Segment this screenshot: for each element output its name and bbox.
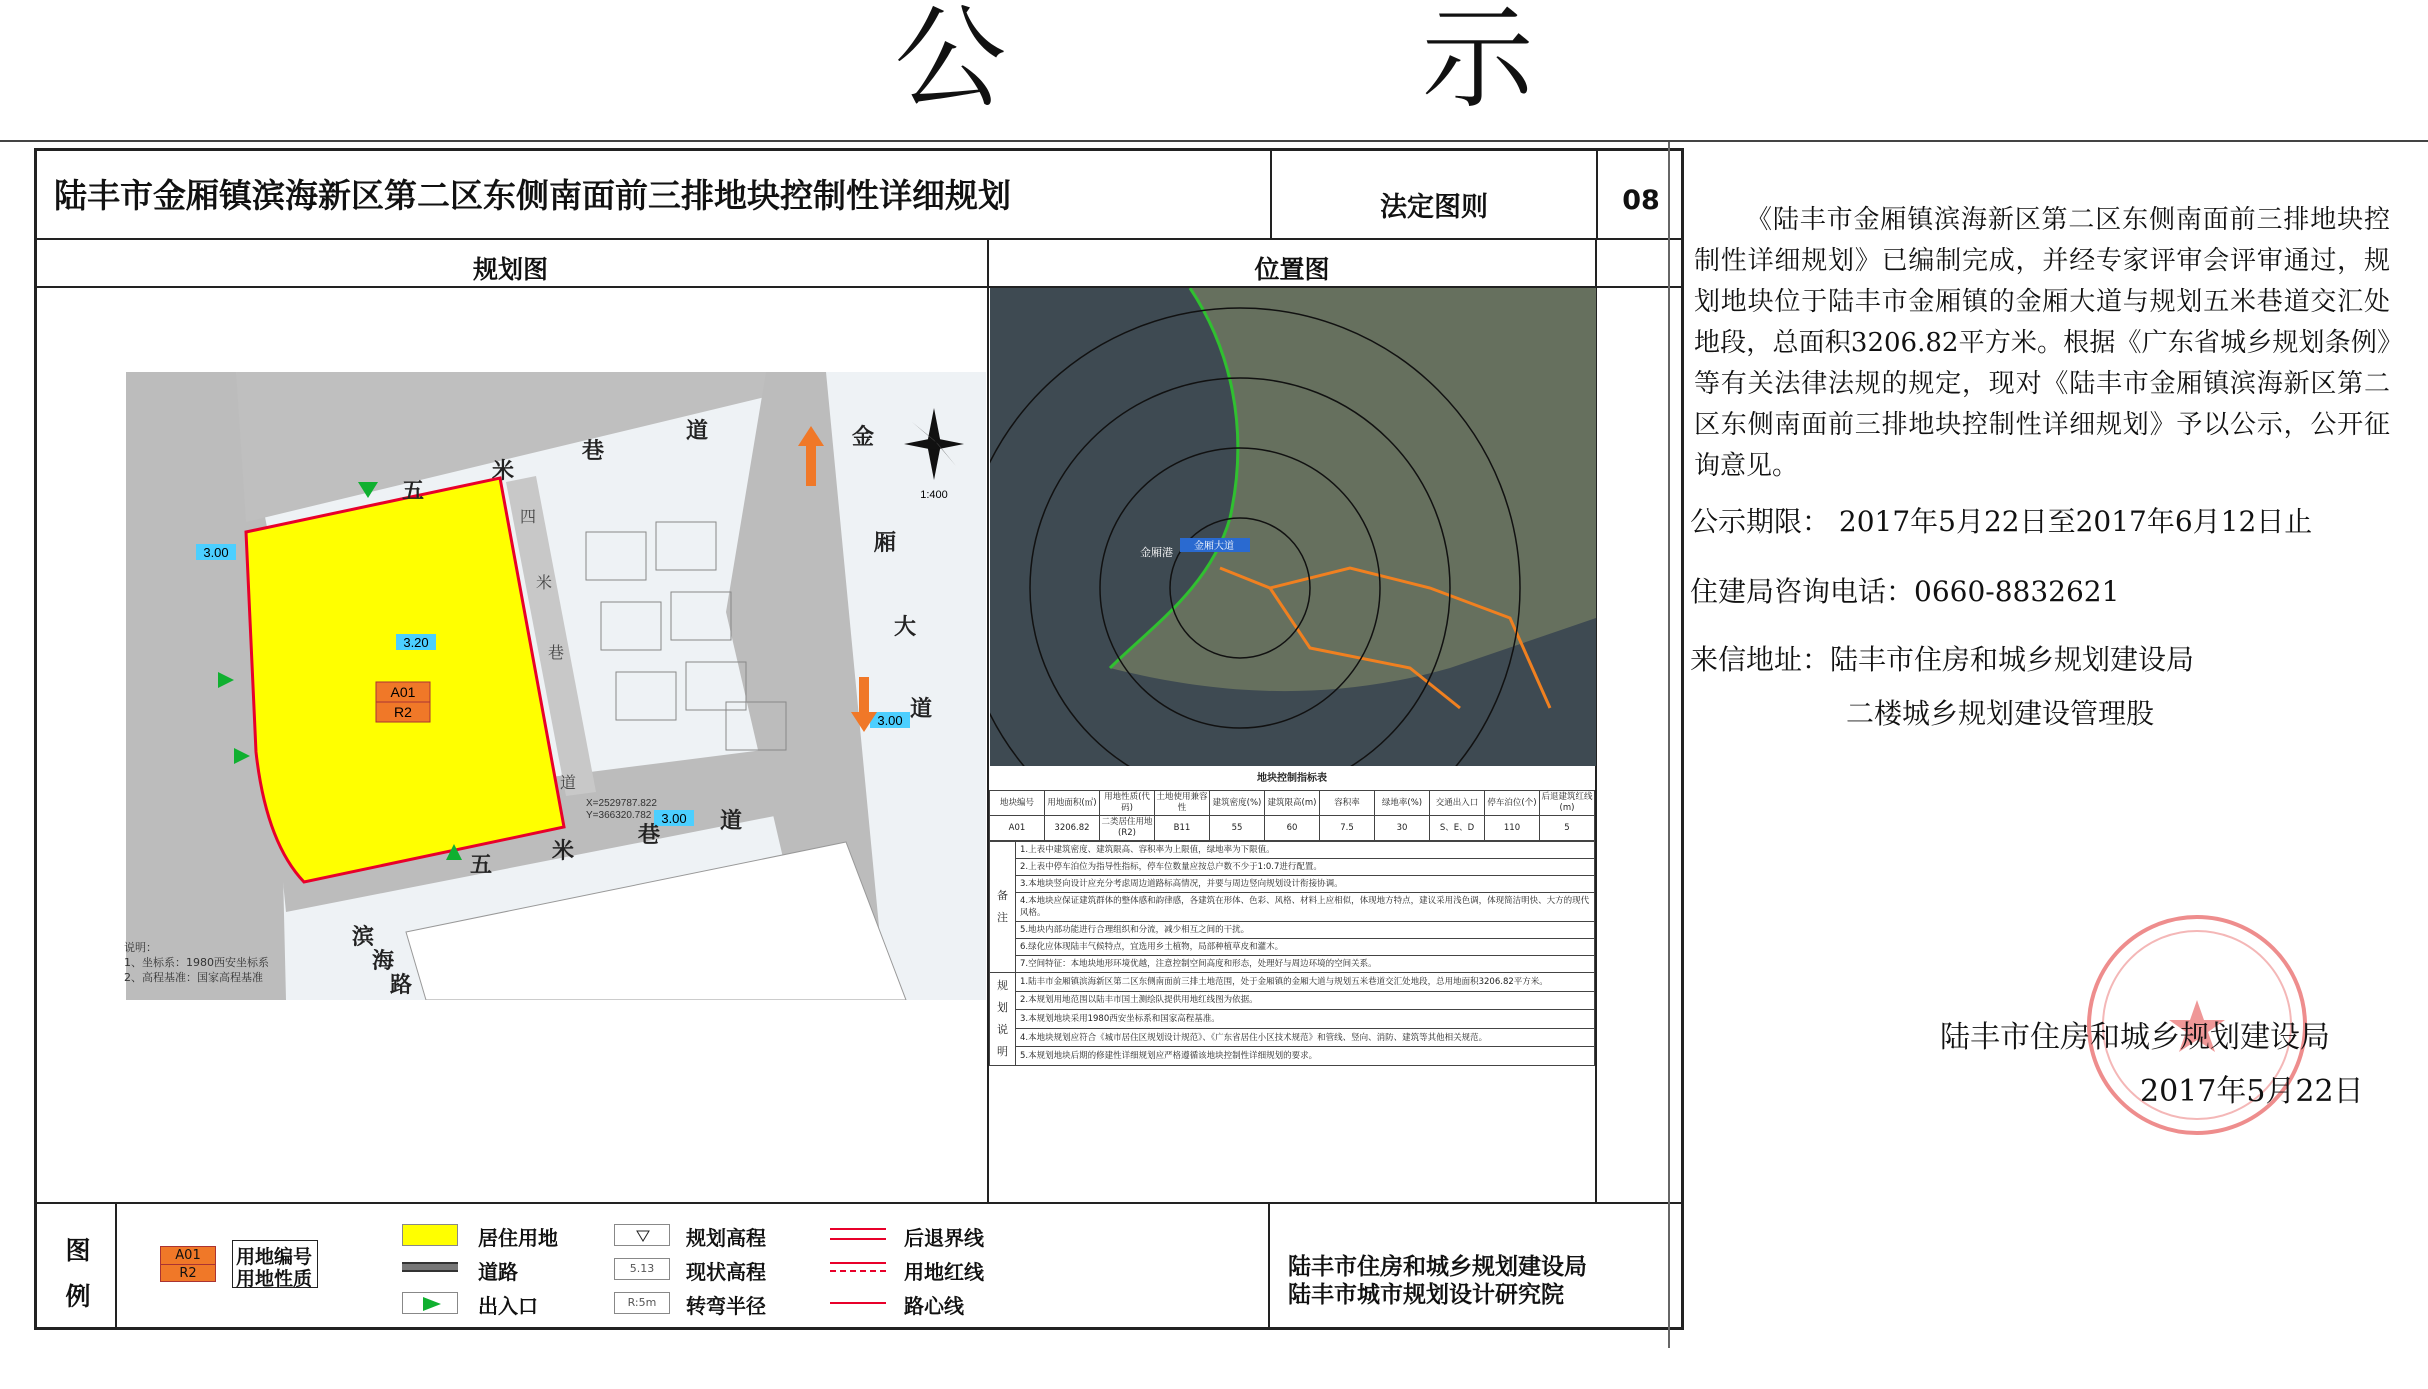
elev-top-left: 3.00 — [203, 545, 229, 560]
remark-item: 7.空间特征：本地块地形环境优越，注意控制空间高度和形态，处理好与周边环境的空间关系。 — [1016, 956, 1595, 973]
road-char-right: 金 — [852, 425, 875, 450]
location-map — [990, 288, 1596, 766]
table-title: 地块控制指标表 — [1257, 773, 1327, 784]
notice-paragraph: 《陆丰市金厢镇滨海新区第二区东侧南面前三排地块控制性详细规划》已编制完成，并经专家评审会评审通过，规划地块位于陆丰市金厢镇的金厢大道与规划五米巷道交汇处地段，总面积3206.82平方米。根据《广东省城乡规划条例》等有关法律法规的规定，现对《陆丰市金厢镇滨海新区第二区东侧南面前三排地块控制性详细规划》予以公示，公开征询意见。 — [1694, 205, 2390, 481]
table-cell: 二类居住用地(R2) — [1100, 816, 1155, 841]
elev-right: 3.00 — [877, 713, 903, 728]
table-cell: 30 — [1375, 816, 1430, 841]
parcel-nature: R2 — [394, 704, 412, 720]
road-char-right: 道 — [910, 697, 933, 722]
remark-item: 1.上表中建筑密度、建筑限高、容积率为上限值，绿地率为下限值。 — [1016, 842, 1595, 859]
sheet-title: 陆丰市金厢镇滨海新区第二区东侧南面前三排地块控制性详细规划 — [54, 176, 1011, 215]
legend-divider — [115, 1204, 117, 1330]
notice-address: 来信地址：陆丰市住房和城乡规划建设局 — [1690, 643, 2195, 676]
table-header-cell: 土地使用兼容性 — [1155, 791, 1210, 816]
legend-turn-radius: 转弯半径 — [686, 1294, 766, 1318]
signature-org: 陆丰市住房和城乡规划建设局 — [1940, 1020, 2330, 1055]
table-header-cell: 建筑密度(%) — [1210, 791, 1265, 816]
parcel-code: A01 — [390, 684, 416, 700]
legend-red-line: 用地红线 — [904, 1260, 984, 1284]
road-char-bottom: 道 — [720, 809, 743, 834]
legend-current-elev: 现状高程 — [686, 1260, 766, 1284]
legend-entrance: 出入口 — [478, 1294, 538, 1318]
road-char-bottom: 米 — [552, 839, 575, 864]
place-label: 金厢大道 — [1194, 541, 1234, 552]
legend-center-line: 路心线 — [904, 1294, 964, 1318]
table-header-cell: 建筑限高(m) — [1265, 791, 1320, 816]
road-char-top: 五 — [402, 479, 425, 504]
remarks-label: 备注 — [990, 842, 1016, 973]
org-name: 陆丰市住房和城乡规划建设局 — [1288, 1254, 1587, 1280]
indicator-table — [989, 790, 1595, 841]
harbor-label: 金厢港 — [1140, 546, 1173, 559]
entrance-arrow-icon — [403, 1293, 459, 1315]
explain-item: 3.本规划地块采用1980西安坐标系和国家高程基准。 — [1016, 1010, 1595, 1029]
legend-code-box — [160, 1246, 216, 1282]
explain-item: 4.本地块规划应符合《城市居住区规划设计规范》、《广东省居住小区技术规范》和管线、竖向、消防、建筑等其他相关规范。 — [1016, 1028, 1595, 1047]
table-cell: 7.5 — [1320, 816, 1375, 841]
legend-road-swatch — [402, 1262, 458, 1272]
legend-code-bottom: R2 — [179, 1266, 197, 1281]
table-cell: S、E、D — [1430, 816, 1485, 841]
legend-planned-elev: 规划高程 — [686, 1226, 766, 1250]
legend-turn-radius-swatch: R:5m — [614, 1292, 670, 1314]
coord-x: X=2529787.822 — [586, 798, 657, 809]
table-cell: 60 — [1265, 816, 1320, 841]
elev-bottom: 3.00 — [661, 811, 687, 826]
direction-arrow-down — [859, 677, 869, 717]
explain-item: 5.本规划地块后期的修建性详细规划应严格遵循该地块控制性详细规划的要求。 — [1016, 1047, 1595, 1066]
table-cell: 3206.82 — [1045, 816, 1100, 841]
sheet-number: 08 — [1622, 185, 1660, 216]
plan-map — [126, 372, 986, 1000]
road-char-right: 厢 — [874, 531, 897, 556]
table-header-cell: 停车泊位(个) — [1485, 791, 1540, 816]
legend-label: 图例 — [65, 1236, 91, 1311]
legend-center-line-swatch — [830, 1302, 886, 1304]
road-char-top: 米 — [492, 459, 515, 484]
notice-address-line2: 二楼城乡规划建设管理股 — [1846, 697, 2155, 730]
table-header-cell: 绿地率(%) — [1375, 791, 1430, 816]
coord-y: Y=366320.782 — [586, 810, 652, 821]
legend-setback: 后退界线 — [904, 1226, 984, 1250]
table-header-cell: 用地性质(代码) — [1100, 791, 1155, 816]
notice-heading: 公 示 — [894, 0, 1724, 124]
table-header-row — [990, 791, 1595, 816]
control-indicator-table — [989, 768, 1595, 1200]
direction-arrow-up — [806, 442, 816, 486]
legend-red-line-swatch — [830, 1262, 886, 1272]
remark-item: 3.本地块竖向设计应充分考虑周边道路标高情况，并要与周边竖向规划设计衔接协调。 — [1016, 876, 1595, 893]
org-name: 陆丰市城市规划设计研究院 — [1288, 1282, 1564, 1308]
signature-date: 2017年5月22日 — [2140, 1074, 2364, 1109]
notes-heading: 说明： — [124, 941, 157, 954]
road-char-bottom: 五 — [470, 853, 493, 878]
table-header-cell: 后退建筑红线(m) — [1540, 791, 1595, 816]
plan-notes — [124, 940, 324, 985]
road-char-mid: 四 — [520, 507, 537, 526]
remark-item: 4.本地块应保证建筑群体的整体感和韵律感，各建筑在形体、色彩、风格、材料上应相似，体现地方特点，建议采用浅色调，体现简洁明快、大方的现代风格。 — [1016, 893, 1595, 922]
location-map-label: 位置图 — [1254, 255, 1330, 284]
road-char-mid: 道 — [560, 773, 577, 792]
notice-period: 公示期限： 2017年5月22日至2017年6月12日止 — [1690, 505, 2313, 538]
road-char-left-bottom: 路 — [390, 973, 413, 998]
legal-map-label: 法定图则 — [1380, 192, 1488, 223]
road-char-mid: 米 — [536, 573, 553, 592]
road-char-top: 巷 — [582, 439, 605, 464]
table-header-cell: 交通出入口 — [1430, 791, 1485, 816]
map-scale: 1:400 — [920, 489, 948, 501]
road-char-left-bottom: 滨 — [352, 925, 375, 950]
table-cell: 55 — [1210, 816, 1265, 841]
legend-setback-swatch — [830, 1228, 886, 1240]
table-header-cell: 地块编号 — [990, 791, 1045, 816]
legend-code-desc1: 用地编号 — [236, 1246, 313, 1268]
table-cell: 110 — [1485, 816, 1540, 841]
road-char-right: 大 — [894, 615, 917, 640]
table-cell: 5 — [1540, 816, 1595, 841]
table-header-cell: 容积率 — [1320, 791, 1375, 816]
remarks-table — [989, 841, 1595, 1066]
road-char-bottom: 巷 — [638, 823, 661, 848]
column-divider — [1668, 142, 1670, 1348]
legend-planned-elev-swatch — [614, 1224, 670, 1246]
explain-item: 2.本规划用地范围以陆丰市国土测绘队提供用地红线图为依据。 — [1016, 991, 1595, 1010]
notice-phone: 住建局咨询电话：0660-8832621 — [1690, 575, 2120, 608]
remark-item: 5.地块内部功能进行合理组织和分流，减少相互之间的干扰。 — [1016, 922, 1595, 939]
road-char-left-bottom: 海 — [372, 949, 395, 974]
road-char-mid: 巷 — [548, 643, 565, 662]
elevation-marker-icon — [615, 1225, 671, 1247]
legend-road: 道路 — [478, 1260, 518, 1284]
remark-item: 6.绿化应体现陆丰气候特点，宜选用乡土植物，局部种植草皮和灌木。 — [1016, 939, 1595, 956]
table-cell: B11 — [1155, 816, 1210, 841]
explain-label: 规划说明 — [990, 973, 1016, 1066]
notes-line: 1、坐标系：1980西安坐标系 — [124, 956, 269, 969]
plan-map-label: 规划图 — [472, 255, 548, 284]
legend-code-desc2: 用地性质 — [236, 1268, 313, 1290]
table-header-cell: 用地面积(㎡) — [1045, 791, 1100, 816]
legend-divider — [1268, 1204, 1270, 1330]
explain-item: 1.陆丰市金厢镇滨海新区第二区东侧南面前三排土地范围，处于金厢镇的金厢大道与规划五米巷道交汇处地段，总用地面积3206.82平方米。 — [1016, 973, 1595, 992]
legend-code-top: A01 — [161, 1247, 215, 1265]
notes-line: 2、高程基准：国家高程基准 — [124, 971, 263, 984]
legend-divider — [34, 1202, 1684, 1204]
table-row — [990, 816, 1595, 841]
legend-current-elev-swatch: 5.13 — [614, 1258, 670, 1280]
table-cell: A01 — [990, 816, 1045, 841]
remark-item: 2.上表中停车泊位为指导性指标，停车位数量应按总户数不少于1:0.7进行配置。 — [1016, 859, 1595, 876]
legend-entrance-swatch — [402, 1292, 458, 1314]
road-char-top: 道 — [686, 419, 709, 444]
legend-residential: 居住用地 — [478, 1226, 558, 1250]
elev-center: 3.20 — [403, 635, 429, 650]
legend-residential-swatch — [402, 1224, 458, 1246]
